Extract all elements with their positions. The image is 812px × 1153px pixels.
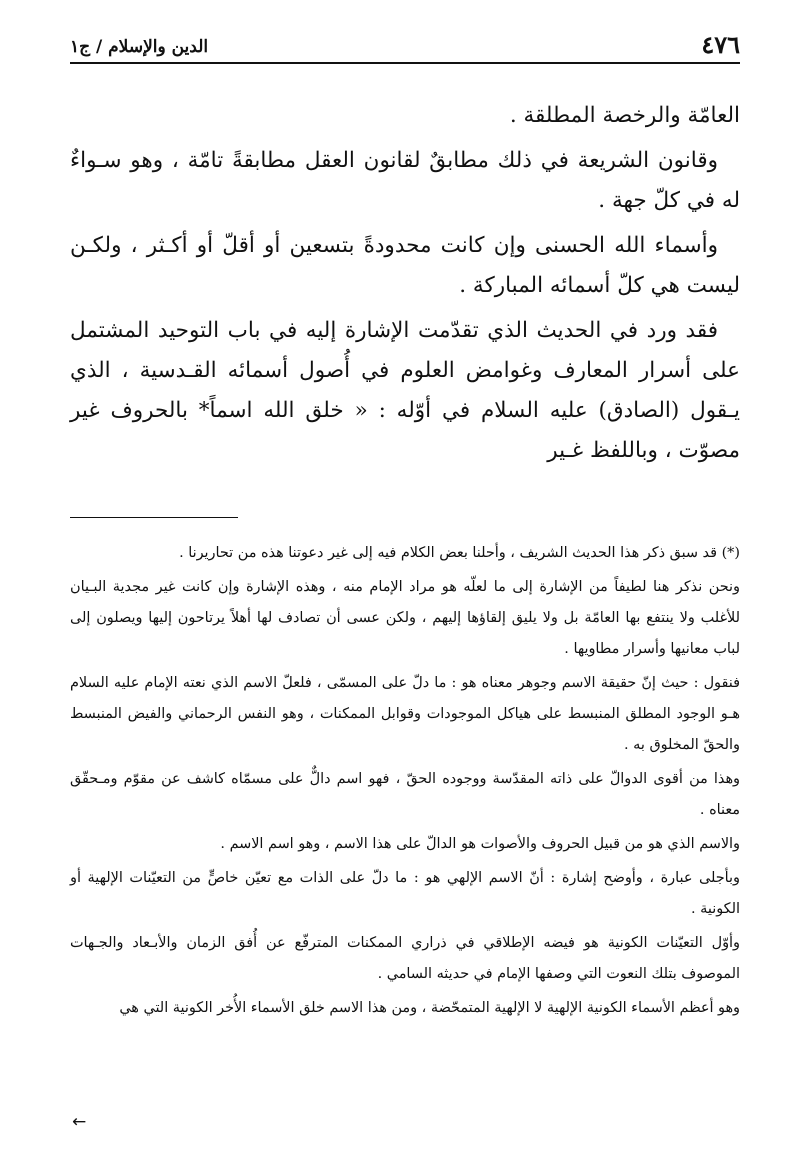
footnote-separator (70, 517, 238, 518)
body-paragraph: العامّة والرخصة المطلقة . (509, 103, 740, 128)
continuation-arrow-icon: ← (72, 1112, 87, 1132)
footnote-paragraph: وهو أعظم الأسماء الكونية الإلهية لا الإلهية المتمحّضة ، ومن هذا الاسم خلق الأسماء الأُخر الكونية التي هي (119, 1000, 740, 1016)
page-number: ٤٧٦ (701, 30, 740, 59)
footnote-paragraph: وأوّل التعيّنات الكونية هو فيضه الإطلاقي في ذراري الممكنات المترفّع عن أُفق الزمان والأبـعاد والجـهات الموصوف بتلك النعوت التي وصفها الإمام في حديثه السامي . (70, 935, 740, 982)
footnote-paragraph: والاسم الذي هو من قبيل الحروف والأصوات هو الدالّ على هذا الاسم ، وهو اسم الاسم . (220, 836, 740, 852)
footnote-paragraph: فنقول : حيث إنّ حقيقة الاسم وجوهر معناه هو : ما دلّ على المسمّى ، فلعلّ الاسم الذي نعته الإمام عليه السلام هـو الوجود المطلق المنبسط على هياكل الموجودات وقوابل الممكنات ، وهو النفس الرحماني والفيض المنبسط والحقّ المخلوق به . (70, 675, 740, 753)
footnotes (70, 538, 740, 1027)
footnote-paragraph: وهذا من أقوى الدوالّ على ذاته المقدّسة ووجوده الحقّ ، فهو اسم دالٌّ على مسمّاه كاشف عن مقوّم ومـحقّق معناه . (70, 771, 740, 818)
main-text (70, 96, 740, 476)
footnote-paragraph: وبأجلى عبارة ، وأوضح إشارة : أنّ الاسم الإلهي هو : ما دلّ على الذات مع تعيّن خاصٍّ من التعيّنات الإلهية أو الكونية . (70, 870, 740, 917)
body-paragraph: وأسماء الله الحسنى وإن كانت محدودةً بتسعين أو أقلّ أو أكـثر ، ولكـن ليست هي كلّ أسمائه المباركة . (70, 233, 740, 298)
footnote-paragraph: ونحن نذكر هنا لطيفاً من الإشارة إلى ما لعلّه هو مراد الإمام منه ، وهذه الإشارة وإن كانت غير مجدية البـيان للأغلب ولا ينتفع بها العامّة بل ولا يليق إلقاؤها إليهم ، ولكن عسى أن تصادف لها أهلاً يرتاحون إليها ويصلون إلى لباب معانيها وأسرار مطاويها . (70, 579, 740, 657)
body-paragraph: وقانون الشريعة في ذلك مطابقٌ لقانون العقل مطابقةً تامّة ، وهو سـواءٌ له في كلّ جهة . (70, 148, 740, 213)
page-header (70, 28, 740, 64)
body-paragraph: فقد ورد في الحديث الذي تقدّمت الإشارة إليه في باب التوحيد المشتمل على أسرار المعارف وغوامض العلوم في أُصول أسمائه القـدسية ، الذي يـقول (الصادق) عليه السلام في أوّله : « خلق الله اسماً* بالحروف غير مصوّت ، وباللفظ غـير (70, 318, 740, 463)
running-title: الدين والإسلام / ج١ (70, 37, 209, 57)
footnote-paragraph: (*) قد سبق ذكر هذا الحديث الشريف ، وأحلنا بعض الكلام فيه إلى غير دعوتنا هذه من تحاريرنا . (179, 545, 740, 561)
